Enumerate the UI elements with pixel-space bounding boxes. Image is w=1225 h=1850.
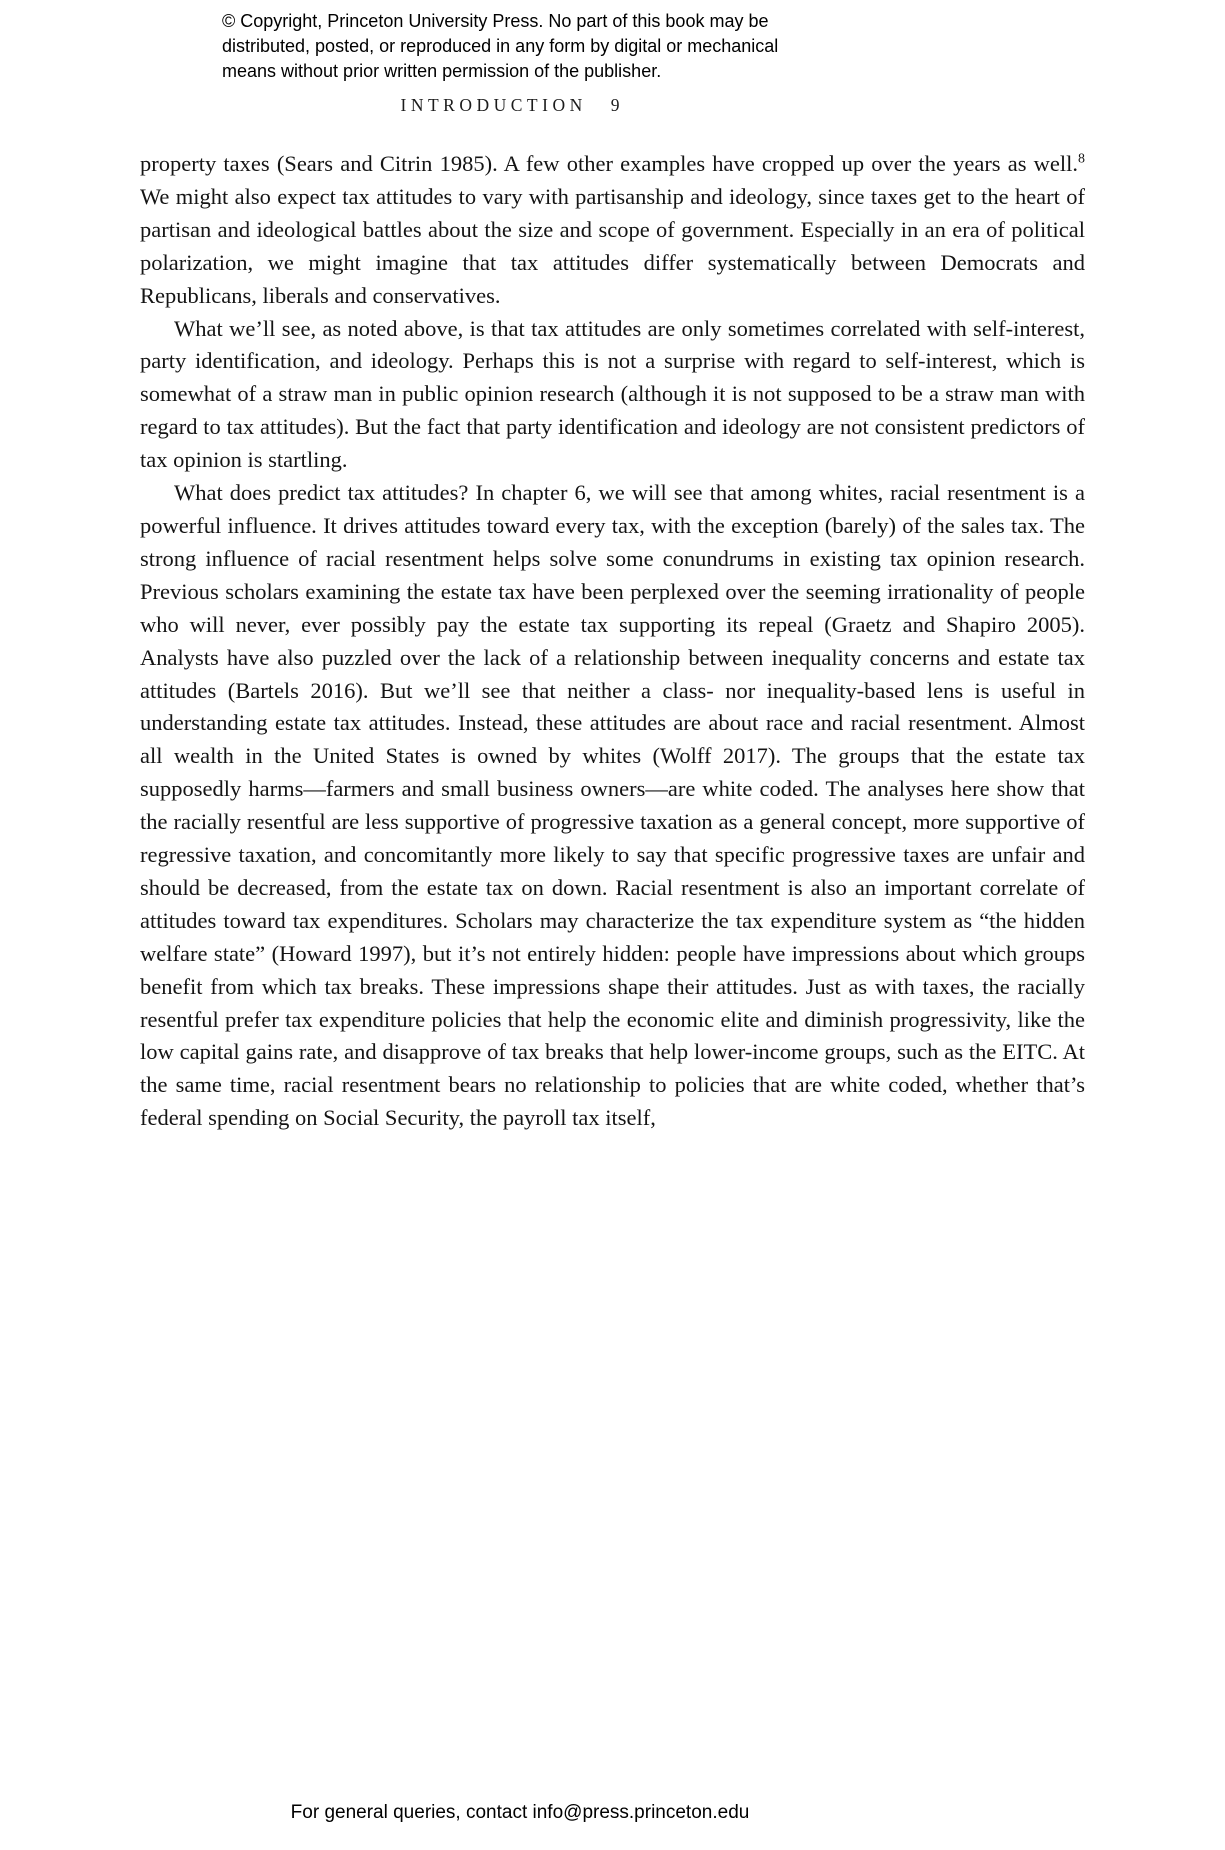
- copyright-line: distributed, posted, or reproduced in any form by digital or mechanical: [222, 36, 779, 56]
- paragraph-text: We might also expect tax attitudes to vary with partisanship and ideology, since taxes get to the heart of partisan and ideological battles about the size and scope of government. Especially in an era of political polarization, we might imagine that tax attitudes differ systematically between Democrats and Republicans, liberals and conservatives.: [140, 183, 1085, 308]
- page-number: 9: [610, 95, 620, 115]
- paragraph: [140, 148, 1085, 313]
- body-text: [140, 148, 1085, 1135]
- paragraph: [140, 313, 1085, 478]
- running-head: [0, 95, 1020, 116]
- footer-query-note: For general queries, contact info@press.princeton.edu: [290, 1802, 750, 1823]
- paragraph-text: What does predict tax attitudes? In chapter 6, we will see that among whites, racial resentment is a powerful influence. It drives attitudes toward every tax, with the exception (barely) of the sales tax. The strong influence of racial resentment helps solve some conundrums in existing tax opinion research. Previous scholars examining the estate tax have been perplexed over the seeming irrationality of people who will never, ever possibly pay the estate tax supporting its repeal (Graetz and Shapiro 2005). Analysts have also puzzled over the lack of a relationship between inequality concerns and estate tax attitudes (Bartels 2016). But we’ll see that neither a class- nor inequality-based lens is useful in understanding estate tax attitudes. Instead, these attitudes are about race and racial resentment. Almost all wealth in the United States is owned by whites (Wolff 2017). The groups that the estate tax supposedly harms—farmers and small business owners—are white coded. The analyses here show that the racially resentful are less supportive of progressive taxation as a general concept, more supportive of regressive taxation, and concomitantly more likely to say that specific progressive taxes are unfair and should be decreased, from the estate tax on down. Racial resentment is also an important correlate of attitudes toward tax expenditures. Scholars may characterize the tax expenditure system as “the hidden welfare state” (Howard 1997), but it’s not entirely hidden: people have impressions about which groups benefit from which tax breaks. These impressions shape their attitudes. Just as with taxes, the racially resentful prefer tax expenditure policies that help the economic elite and diminish progressivity, like the low capital gains rate, and disapprove of tax breaks that help lower-income groups, such as the EITC. At the same time, racial resentment bears no relationship to policies that are white coded, whether that’s federal spending on Social Security, the payroll tax itself,: [140, 480, 1085, 1131]
- copyright-line: © Copyright, Princeton University Press. No part of this book may be: [222, 11, 769, 31]
- copyright-notice: [222, 9, 778, 84]
- paragraph-text: What we’ll see, as noted above, is that tax attitudes are only sometimes correlated with self-interest, party identification, and ideology. Perhaps this is not a surprise with regard to self-interest, which is somewhat of a straw man in public opinion research (although it is not supposed to be a straw man with regard to tax attitudes). But the fact that party identification and ideology are not consistent predictors of tax opinion is startling.: [140, 315, 1085, 473]
- paragraph: [140, 477, 1085, 1135]
- running-head-title: INTRODUCTION: [400, 95, 587, 115]
- paragraph-text: property taxes (Sears and Citrin 1985). A few other examples have cropped up over the years as well.: [140, 151, 1079, 176]
- copyright-line: means without prior written permission of the publisher.: [222, 61, 662, 81]
- footnote-reference: 8: [1078, 151, 1085, 167]
